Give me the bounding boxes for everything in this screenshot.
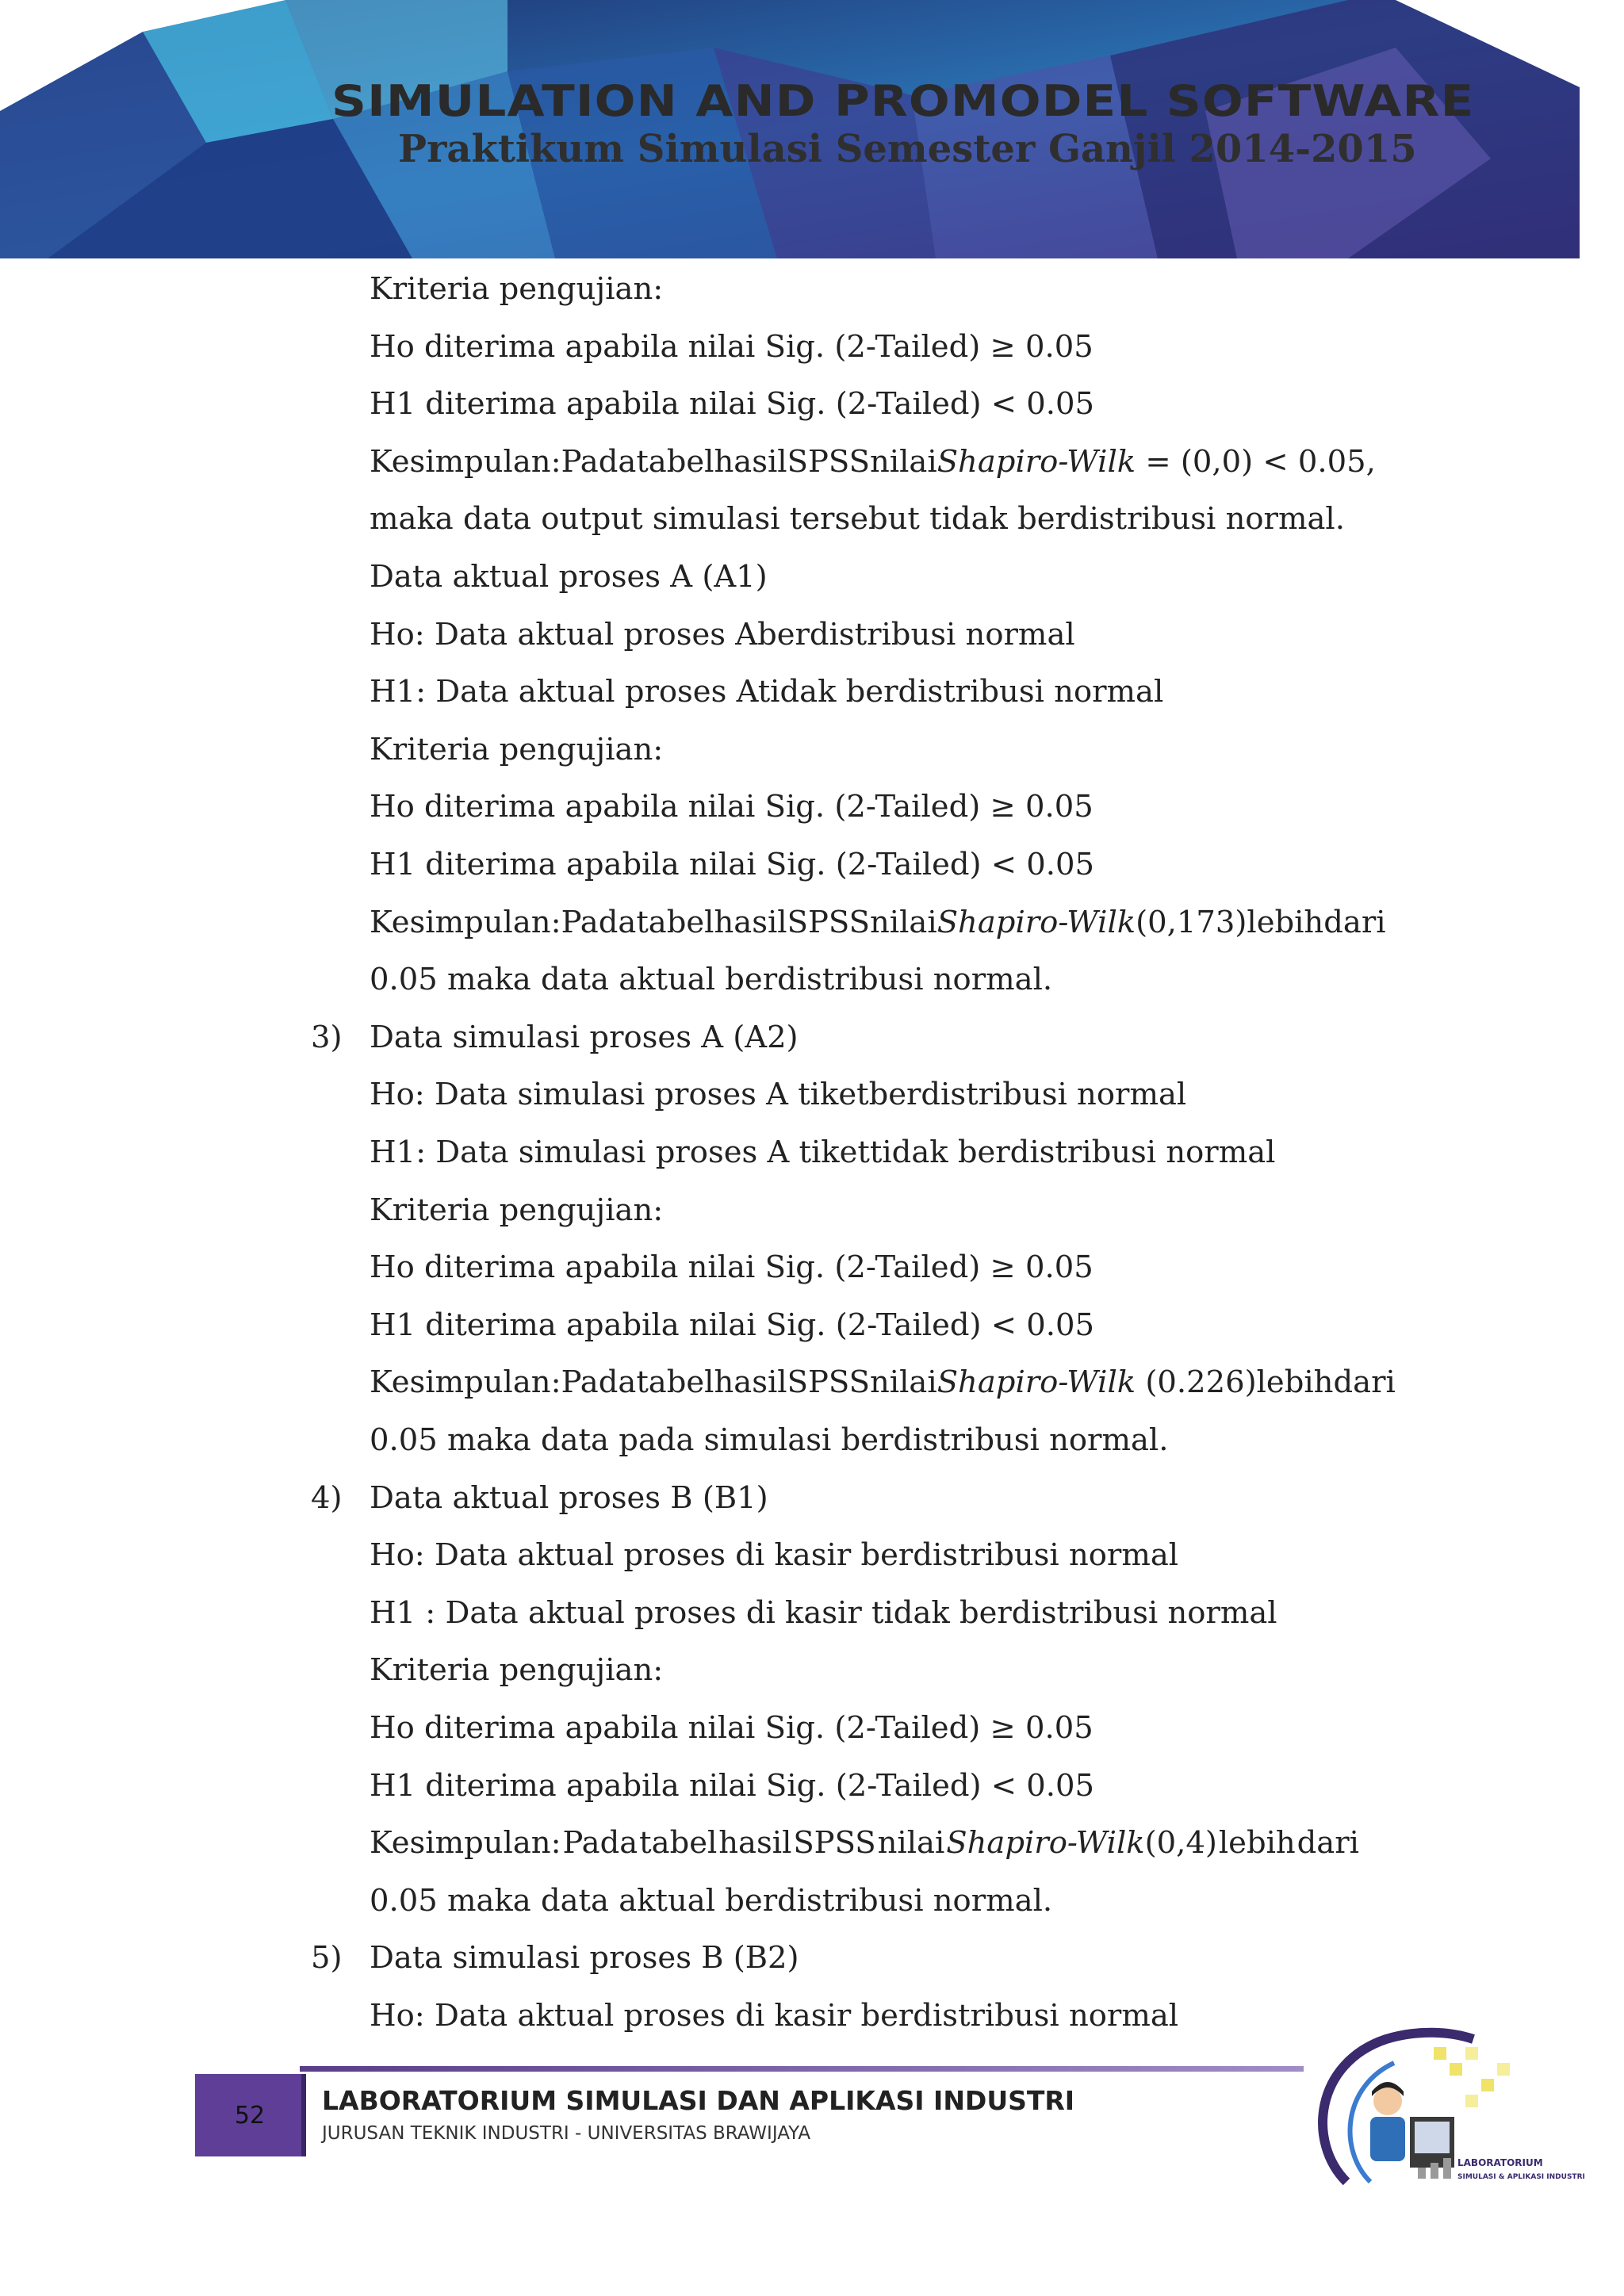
text-line: Kriteria pengujian: <box>370 732 664 767</box>
text-word: lebih <box>1218 1825 1296 1861</box>
text-word: SPSS <box>787 905 870 940</box>
page-number: 52 <box>195 2074 304 2156</box>
text-word: Pada <box>561 1364 637 1400</box>
list-number: 5) <box>311 1940 343 1976</box>
text-line: Kriteria pengujian: <box>370 1192 664 1228</box>
banner-subtitle: Praktikum Simulasi Semester Ganjil 2014-2015 <box>398 127 1417 171</box>
text-line: Ho diterima apabila nilai Sig. (2-Tailed) ≥ 0.05 <box>370 1249 1094 1285</box>
logo-text-1: LABORATORIUM <box>1457 2157 1543 2168</box>
text-line: H1 diterima apabila nilai Sig. (2-Tailed) < 0.05 <box>370 386 1095 422</box>
text-line: H1 diterima apabila nilai Sig. (2-Tailed) < 0.05 <box>370 1307 1095 1343</box>
text-line: 0.05 maka data aktual berdistribusi normal. <box>370 1883 1053 1919</box>
lab-logo <box>1299 2023 1585 2190</box>
text-line: H1: Data simulasi proses A tikettidak berdistribusi normal <box>370 1135 1276 1170</box>
text-word: tabel <box>636 1364 714 1400</box>
text-word: Kesimpulan: <box>370 1825 561 1861</box>
text-word: SPSS <box>787 1364 870 1400</box>
text-word: Kesimpulan: <box>370 1364 561 1400</box>
text-word: Pada <box>561 905 637 940</box>
text-line: Data simulasi proses B (B2) <box>370 1940 799 1976</box>
header-banner <box>0 0 1580 258</box>
text-word: dari <box>1323 905 1386 940</box>
text-word: nilai <box>869 905 937 940</box>
text-word: hasil <box>714 1364 787 1400</box>
text-word: dari <box>1297 1825 1359 1861</box>
text-line: Data simulasi proses A (A2) <box>370 1020 799 1055</box>
list-number: 4) <box>311 1480 343 1516</box>
text-line <box>370 903 1386 943</box>
logo-text-2: SIMULASI & APLIKASI INDUSTRI <box>1457 2173 1585 2181</box>
text-word: SPSS <box>793 1825 876 1861</box>
text-line: H1 diterima apabila nilai Sig. (2-Tailed) < 0.05 <box>370 847 1095 882</box>
text-word: hasil <box>718 1825 792 1861</box>
text-word: hasil <box>714 905 787 940</box>
text-line: 0.05 maka data pada simulasi berdistribusi normal. <box>370 1422 1169 1458</box>
banner-title: SIMULATION AND PROMODEL SOFTWARE <box>331 76 1475 126</box>
text-word: nilai <box>869 1364 937 1400</box>
text-line: Ho diterima apabila nilai Sig. (2-Tailed) ≥ 0.05 <box>370 329 1094 365</box>
text-line: Ho: Data aktual proses di kasir berdistribusi normal <box>370 1537 1179 1573</box>
text-word: Kesimpulan: <box>370 905 561 940</box>
text-line: Data aktual proses A (A1) <box>370 559 768 595</box>
text-word: Shapiro-Wilk = (0,0) < 0.05, <box>936 444 1376 480</box>
text-line: Ho: Data aktual proses di kasir berdistribusi normal <box>370 1998 1179 2034</box>
text-line: Kriteria pengujian: <box>370 1652 664 1688</box>
text-word: tabel <box>639 1825 718 1861</box>
text-line: Ho: Data aktual proses Aberdistribusi normal <box>370 617 1075 652</box>
text-line: Ho: Data simulasi proses A tiketberdistribusi normal <box>370 1077 1187 1112</box>
text-line: H1: Data aktual proses Atidak berdistribusi normal <box>370 674 1164 710</box>
text-line <box>370 442 1376 482</box>
text-word: Shapiro-Wilk(0,173) <box>936 905 1247 940</box>
text-word: Shapiro-Wilk (0.226) <box>936 1364 1257 1400</box>
text-word: hasil <box>714 444 787 480</box>
text-word: SPSS <box>787 444 870 480</box>
footer-lab-name: LABORATORIUM SIMULASI DAN APLIKASI INDUSTRI <box>322 2085 1075 2116</box>
text-word: nilai <box>869 444 937 480</box>
text-line: Ho diterima apabila nilai Sig. (2-Tailed) ≥ 0.05 <box>370 789 1094 825</box>
text-line <box>370 1823 1359 1863</box>
text-line: H1 diterima apabila nilai Sig. (2-Tailed) < 0.05 <box>370 1768 1095 1804</box>
text-word: Shapiro-Wilk(0,4) <box>946 1825 1217 1861</box>
text-word: Pada <box>562 1825 638 1861</box>
text-word: lebih <box>1256 1364 1334 1400</box>
text-line: Kriteria pengujian: <box>370 271 664 307</box>
text-word: Pada <box>561 444 637 480</box>
text-word: tabel <box>636 444 714 480</box>
text-line: maka data output simulasi tersebut tidak berdistribusi normal. <box>370 501 1345 537</box>
text-line: Data aktual proses B (B1) <box>370 1480 768 1516</box>
text-line: Ho diterima apabila nilai Sig. (2-Tailed) ≥ 0.05 <box>370 1710 1094 1746</box>
footer-department: JURUSAN TEKNIK INDUSTRI - UNIVERSITAS BRAWIJAYA <box>322 2123 811 2144</box>
footer-divider <box>300 2066 1304 2072</box>
text-word: tabel <box>636 905 714 940</box>
text-word: Kesimpulan: <box>370 444 561 480</box>
text-word: dari <box>1333 1364 1396 1400</box>
text-line <box>370 1363 1396 1402</box>
text-word: nilai <box>877 1825 945 1861</box>
list-number: 3) <box>311 1020 343 1055</box>
page-number-edge <box>301 2074 306 2156</box>
text-line: 0.05 maka data aktual berdistribusi normal. <box>370 962 1053 997</box>
text-word: lebih <box>1247 905 1324 940</box>
text-line: H1 : Data aktual proses di kasir tidak berdistribusi normal <box>370 1595 1277 1631</box>
